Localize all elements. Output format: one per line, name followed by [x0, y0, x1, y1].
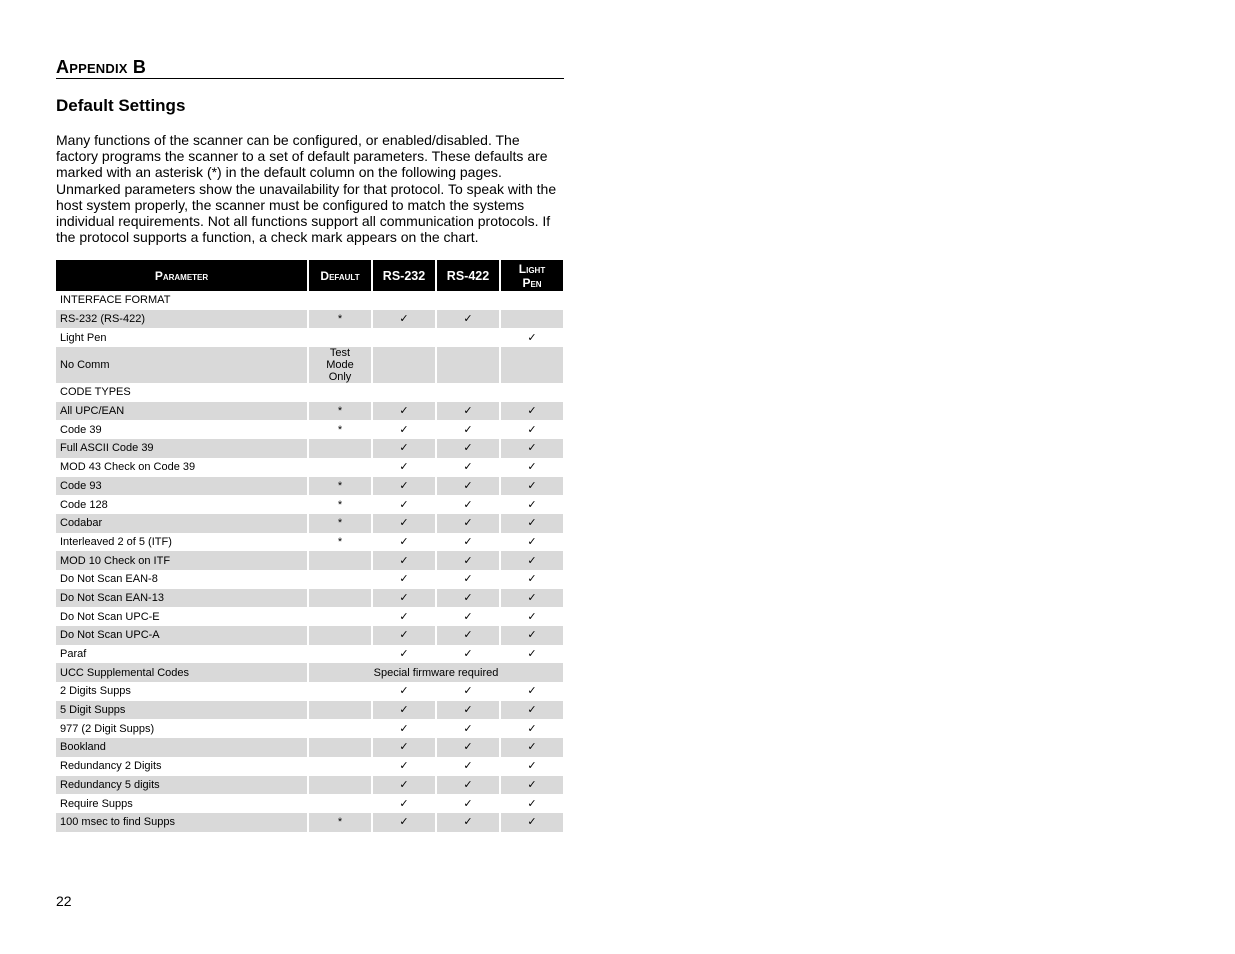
- rs422-cell: ✓: [437, 701, 499, 720]
- header-parameter: Parameter: [56, 260, 307, 291]
- table-row: [56, 757, 563, 776]
- table-row: [56, 719, 563, 738]
- table-row: [56, 477, 563, 496]
- rs422-cell: ✓: [437, 626, 499, 645]
- table-row: [56, 570, 563, 589]
- default-cell: [309, 383, 371, 402]
- rs422-cell: ✓: [463, 573, 473, 586]
- rs232-cell: ✓: [373, 477, 435, 496]
- parameter-cell: Paraf: [60, 648, 87, 661]
- rs422-cell: [437, 383, 499, 402]
- default-cell: [309, 291, 371, 310]
- rs232-cell: ✓: [399, 573, 409, 586]
- parameter-cell: Do Not Scan EAN-8: [60, 573, 158, 586]
- rs422-cell: ✓: [437, 310, 499, 329]
- rs232-cell: ✓: [399, 461, 409, 474]
- light-pen-cell: ✓: [527, 648, 537, 661]
- default-cell: [309, 328, 371, 347]
- default-cell: [309, 551, 371, 570]
- default-cell: [309, 719, 371, 738]
- light-pen-cell: ✓: [501, 477, 563, 496]
- light-pen-cell: ✓: [527, 610, 537, 623]
- parameter-cell: INTERFACE FORMAT: [60, 294, 171, 307]
- page-number: 22: [56, 893, 72, 909]
- parameter-cell: UCC Supplemental Codes: [56, 663, 307, 682]
- default-cell: Test Mode Only: [309, 347, 371, 383]
- rs232-cell: ✓: [399, 498, 409, 511]
- rs422-cell: ✓: [437, 477, 499, 496]
- table-row: [56, 514, 563, 533]
- parameter-cell: Codabar: [56, 514, 307, 533]
- light-pen-cell: [501, 383, 563, 402]
- parameter-cell: Do Not Scan EAN-13: [56, 589, 307, 608]
- light-pen-cell: ✓: [527, 535, 537, 548]
- table-row: [56, 663, 563, 682]
- default-cell: [309, 439, 371, 458]
- rs232-cell: ✓: [373, 701, 435, 720]
- appendix-heading: Appendix B: [56, 56, 564, 79]
- light-pen-cell: [501, 291, 563, 310]
- parameter-cell: 977 (2 Digit Supps): [60, 722, 155, 735]
- light-pen-cell: ✓: [527, 760, 537, 773]
- default-cell: [309, 682, 371, 701]
- light-pen-cell: ✓: [501, 551, 563, 570]
- header-rs232: RS-232: [373, 260, 435, 291]
- parameter-cell: Redundancy 2 Digits: [60, 760, 162, 773]
- default-cell: [309, 645, 371, 664]
- table-row: [56, 420, 563, 439]
- table-body: [56, 291, 563, 832]
- rs422-cell: ✓: [437, 776, 499, 795]
- parameter-cell: Redundancy 5 digits: [56, 776, 307, 795]
- table-row: [56, 291, 563, 310]
- rs422-cell: ✓: [437, 589, 499, 608]
- table-row: [56, 310, 563, 329]
- default-cell: [309, 757, 371, 776]
- rs232-cell: [373, 383, 435, 402]
- rs422-cell: ✓: [437, 738, 499, 757]
- parameter-cell: All UPC/EAN: [56, 402, 307, 421]
- rs232-cell: ✓: [373, 813, 435, 832]
- parameter-cell: No Comm: [56, 347, 307, 383]
- parameter-cell: Do Not Scan UPC-E: [60, 610, 160, 623]
- table-row: [56, 439, 563, 458]
- rs232-cell: ✓: [373, 310, 435, 329]
- default-cell: *: [309, 310, 371, 329]
- light-pen-cell: ✓: [527, 331, 537, 344]
- rs422-cell: ✓: [437, 439, 499, 458]
- default-cell: *: [309, 514, 371, 533]
- rs232-cell: ✓: [399, 648, 409, 661]
- parameter-cell: MOD 43 Check on Code 39: [60, 461, 196, 474]
- light-pen-cell: ✓: [501, 701, 563, 720]
- rs232-cell: ✓: [399, 610, 409, 623]
- table-row: [56, 701, 563, 720]
- rs422-cell: [437, 328, 499, 347]
- rs232-cell: ✓: [399, 797, 409, 810]
- parameter-cell: Interleaved 2 of 5 (ITF): [60, 535, 172, 548]
- rs232-cell: ✓: [373, 439, 435, 458]
- default-cell: [309, 589, 371, 608]
- default-cell: [309, 626, 371, 645]
- table-header-row: [56, 260, 563, 291]
- rs232-cell: [373, 291, 435, 310]
- parameter-cell: 5 Digit Supps: [56, 701, 307, 720]
- rs422-cell: ✓: [437, 813, 499, 832]
- table-row: [56, 347, 563, 383]
- rs422-cell: ✓: [437, 402, 499, 421]
- table-row: [56, 533, 563, 552]
- table-row: [56, 589, 563, 608]
- light-pen-cell: ✓: [501, 626, 563, 645]
- rs232-cell: ✓: [373, 626, 435, 645]
- rs232-cell: ✓: [399, 722, 409, 735]
- rs422-cell: ✓: [463, 722, 473, 735]
- default-cell: *: [309, 477, 371, 496]
- light-pen-cell: ✓: [527, 461, 537, 474]
- rs422-cell: ✓: [463, 535, 473, 548]
- light-pen-cell: ✓: [501, 776, 563, 795]
- table-row: [56, 794, 563, 813]
- default-cell: [309, 776, 371, 795]
- rs422-cell: ✓: [463, 461, 473, 474]
- table-row: [56, 682, 563, 701]
- merged-note-cell: Special firmware required: [309, 663, 563, 682]
- rs422-cell: ✓: [463, 797, 473, 810]
- header-light-pen: [501, 260, 563, 291]
- rs232-cell: ✓: [399, 685, 409, 698]
- header-light-pen-label: Light Pen: [518, 261, 546, 290]
- parameter-cell: Do Not Scan UPC-A: [56, 626, 307, 645]
- table-row: [56, 495, 563, 514]
- rs232-cell: ✓: [373, 514, 435, 533]
- rs422-cell: ✓: [463, 498, 473, 511]
- parameter-cell: Code 128: [60, 498, 108, 511]
- parameter-cell: Code 39: [60, 423, 102, 436]
- table-row: [56, 458, 563, 477]
- table-row: [56, 626, 563, 645]
- table-row: [56, 776, 563, 795]
- rs422-cell: ✓: [463, 423, 473, 436]
- table-row: [56, 551, 563, 570]
- default-cell: [309, 570, 371, 589]
- light-pen-cell: ✓: [501, 589, 563, 608]
- light-pen-cell: ✓: [501, 402, 563, 421]
- parameter-cell: 100 msec to find Supps: [56, 813, 307, 832]
- intro-paragraph: [56, 132, 564, 245]
- header-default: Default: [309, 260, 371, 291]
- intro-text: Many functions of the scanner can be configured, or enabled/disabled. The factory programs the scanner to a set of default parameters. These defaults are marked with an asterisk (*) in the default column on the following pages. Unmarked parameters show the unavailability for that protocol. To speak with the host system properly, the scanner must be configured to match the systems individual requirements. Not all functions support all communication protocols. If the protocol supports a function, a check mark appears on the chart.: [56, 132, 557, 246]
- parameter-cell: Require Supps: [60, 797, 133, 810]
- table-row: [56, 328, 563, 347]
- table-row: [56, 383, 563, 402]
- table-row: [56, 607, 563, 626]
- header-rs422: RS-422: [437, 260, 499, 291]
- rs422-cell: ✓: [463, 685, 473, 698]
- default-settings-table: [54, 260, 565, 832]
- table-row: [56, 738, 563, 757]
- default-cell: [309, 607, 371, 626]
- default-cell: *: [337, 535, 343, 548]
- default-cell: *: [337, 498, 343, 511]
- rs422-cell: ✓: [463, 760, 473, 773]
- default-cell: *: [309, 402, 371, 421]
- parameter-cell: Bookland: [56, 738, 307, 757]
- table-row: [56, 645, 563, 664]
- parameter-cell: Full ASCII Code 39: [56, 439, 307, 458]
- light-pen-cell: ✓: [501, 439, 563, 458]
- light-pen-cell: ✓: [527, 573, 537, 586]
- rs422-cell: ✓: [463, 610, 473, 623]
- light-pen-cell: ✓: [501, 514, 563, 533]
- parameter-cell: 2 Digits Supps: [60, 685, 131, 698]
- parameter-cell: MOD 10 Check on ITF: [56, 551, 307, 570]
- default-cell: [309, 738, 371, 757]
- rs422-cell: ✓: [437, 514, 499, 533]
- rs232-cell: ✓: [373, 551, 435, 570]
- rs232-cell: ✓: [373, 776, 435, 795]
- default-cell: *: [309, 813, 371, 832]
- parameter-cell: Light Pen: [60, 331, 107, 344]
- rs232-cell: ✓: [399, 535, 409, 548]
- light-pen-cell: ✓: [527, 423, 537, 436]
- rs232-cell: ✓: [373, 738, 435, 757]
- rs232-cell: ✓: [373, 402, 435, 421]
- parameter-cell: Code 93: [56, 477, 307, 496]
- default-cell: [309, 701, 371, 720]
- rs422-cell: ✓: [463, 648, 473, 661]
- light-pen-cell: ✓: [527, 797, 537, 810]
- default-cell: *: [337, 423, 343, 436]
- light-pen-cell: ✓: [527, 722, 537, 735]
- light-pen-cell: ✓: [527, 685, 537, 698]
- rs232-cell: ✓: [399, 760, 409, 773]
- light-pen-cell: ✓: [501, 738, 563, 757]
- default-cell: [309, 794, 371, 813]
- rs422-cell: [437, 347, 499, 383]
- rs232-cell: [373, 347, 435, 383]
- rs232-cell: ✓: [399, 423, 409, 436]
- parameter-cell: RS-232 (RS-422): [56, 310, 307, 329]
- parameter-cell: CODE TYPES: [60, 386, 131, 399]
- rs232-cell: [373, 328, 435, 347]
- table-row: [56, 402, 563, 421]
- section-title: Default Settings: [56, 96, 186, 115]
- rs422-cell: ✓: [437, 551, 499, 570]
- light-pen-cell: ✓: [501, 813, 563, 832]
- table-row: [56, 813, 563, 832]
- light-pen-cell: [501, 347, 563, 383]
- rs232-cell: ✓: [373, 589, 435, 608]
- default-cell: [309, 458, 371, 477]
- light-pen-cell: ✓: [527, 498, 537, 511]
- rs422-cell: [437, 291, 499, 310]
- light-pen-cell: [501, 310, 563, 329]
